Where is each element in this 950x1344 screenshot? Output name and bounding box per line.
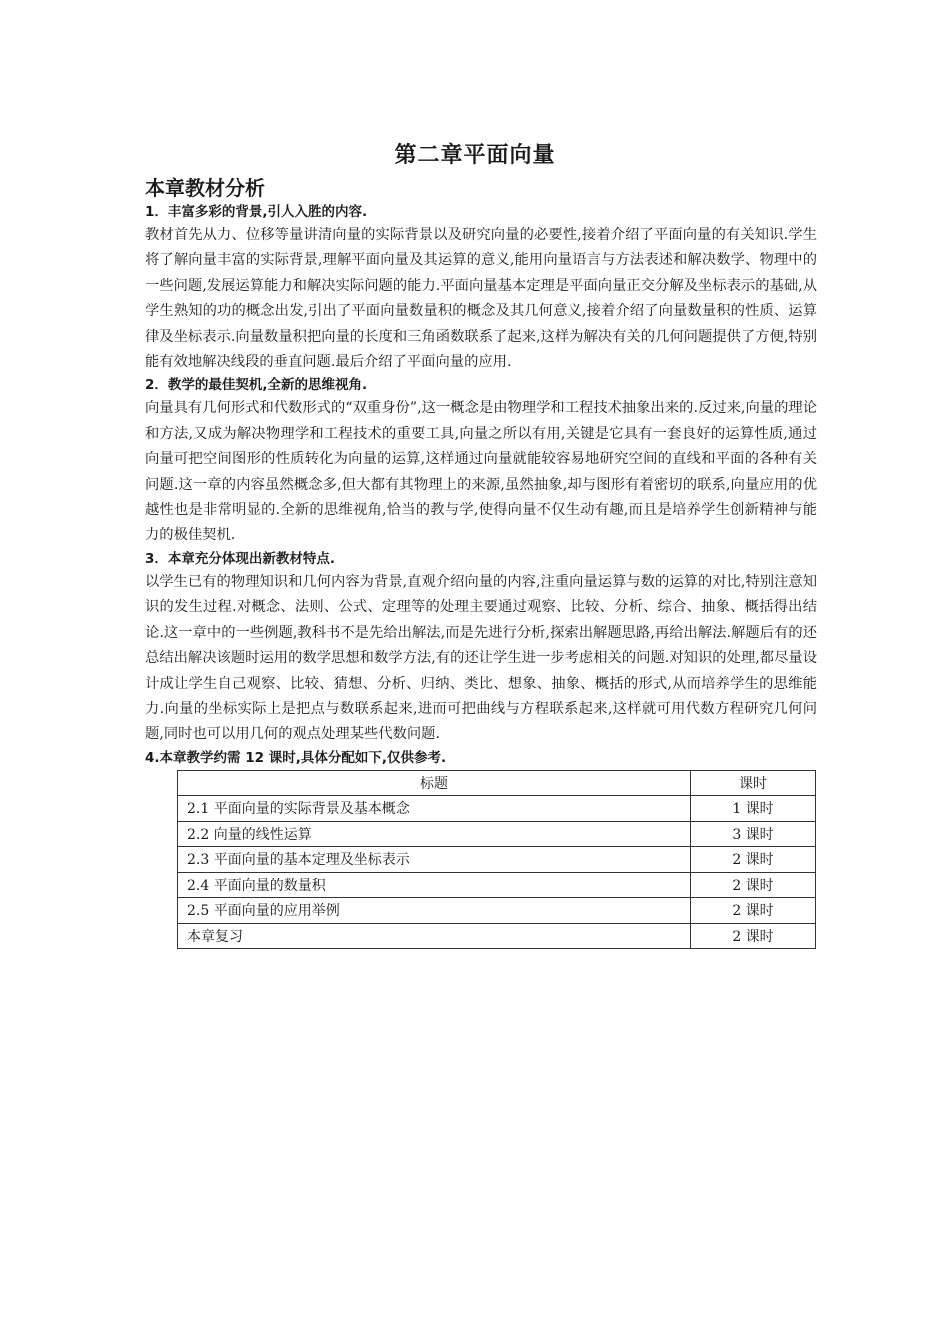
item-3-paragraph: 以学生已有的物理知识和几何内容为背景,直观介绍向量的内容,注重向量运算与数的运算的对比,特别注意知识的发生过程.对概念、法则、公式、定理等的处理主要通过观察、比较、分析、综合、抽象、概括得出结论.这一章中的一些例题,教科书不是先给出解法,而是先进行分析,探索出解题思路,再给出解法.解题后有的还总结出解决该题时运用的数学思想和数学方法,有的还让学生进一步考虑相关的问题.对知识的处理,都尽量设计成让学生自己观察、比较、猜想、分析、归纳、类比、想象、抽象、概括的形式,从而培养学生的思维能力.向量的坐标实际上是把点与数联系起来,进而可把曲线与方程联系起来,这样就可用代数方程研究几何问题,同时也可以用几何的观点处理某些代数问题. xyxy=(145,573,817,743)
row-topic: 2.1 平面向量的实际背景及基本概念 xyxy=(178,796,691,822)
item-2-paragraph: 向量具有几何形式和代数形式的“双重身份”,这一概念是由物理学和工程技术抽象出来的.反过来,向量的理论和方法,又成为解决物理学和工程技术的重要工具,向量之所以有用,关键是它具有一套良好的运算性质,通过向量可把空间图形的性质转化为向量的运算,这样通过向量就能较容易地研究空间的直线和平面的各种有关问题.这一章的内容虽然概念多,但大都有其物理上的来源,虽然抽象,却与图形有着密切的联系,向量应用的优越性也是非常明显的.全新的思维视角,恰当的教与学,使得向量不仅生动有趣,而且是培养学生创新精神与能力的极佳契机. xyxy=(145,400,817,544)
table-row xyxy=(178,847,816,873)
document-title: 第二章平面向量 xyxy=(394,143,556,168)
row-hours: 1 课时 xyxy=(691,796,816,822)
row-hours: 2 课时 xyxy=(691,847,816,873)
item-1-heading: 1．丰富多彩的背景,引人入胜的内容. xyxy=(145,204,368,220)
row-topic: 2.4 平面向量的数量积 xyxy=(178,872,691,898)
table-row xyxy=(178,898,816,924)
row-hours: 2 课时 xyxy=(691,898,816,924)
row-hours: 2 课时 xyxy=(691,923,816,949)
document-body xyxy=(145,174,817,949)
row-hours: 2 课时 xyxy=(691,872,816,898)
schedule-table xyxy=(177,770,816,950)
row-topic: 2.3 平面向量的基本定理及坐标表示 xyxy=(178,847,691,873)
row-hours: 3 课时 xyxy=(691,821,816,847)
header-hours: 课时 xyxy=(691,770,816,796)
table-header-row xyxy=(178,770,816,796)
table-row xyxy=(178,796,816,822)
table-intro: 4.本章教学约需 12 课时,具体分配如下,仅供参考. xyxy=(145,749,447,766)
item-2-heading: 2．教学的最佳契机,全新的思维视角. xyxy=(145,377,368,394)
header-title: 标题 xyxy=(178,770,691,796)
row-topic: 2.5 平面向量的应用举例 xyxy=(178,898,691,924)
row-topic: 本章复习 xyxy=(178,923,691,949)
table-row xyxy=(178,872,816,898)
table-row xyxy=(178,821,816,847)
section-heading: 本章教材分析 xyxy=(145,176,265,200)
table-row xyxy=(178,923,816,949)
row-topic: 2.2 向量的线性运算 xyxy=(178,821,691,847)
item-1-paragraph: 教材首先从力、位移等量讲清向量的实际背景以及研究向量的必要性,接着介绍了平面向量的有关知识.学生将了解向量丰富的实际背景,理解平面向量及其运算的意义,能用向量语言与方法表述和解决数学、物理中的一些问题,发展运算能力和解决实际问题的能力.平面向量基本定理是平面向量正交分解及坐标表示的基础,从学生熟知的功的概念出发,引出了平面向量数量积的概念及其几何意义,接着介绍了向量数量积的性质、运算律及坐标表示.向量数量积把向量的长度和三角函数联系了起来,这样为解决有关的几何问题提供了方便,特别能有效地解决线段的垂直问题.最后介绍了平面向量的应用. xyxy=(145,227,817,371)
item-3-heading: 3．本章充分体现出新教材特点. xyxy=(145,550,336,567)
